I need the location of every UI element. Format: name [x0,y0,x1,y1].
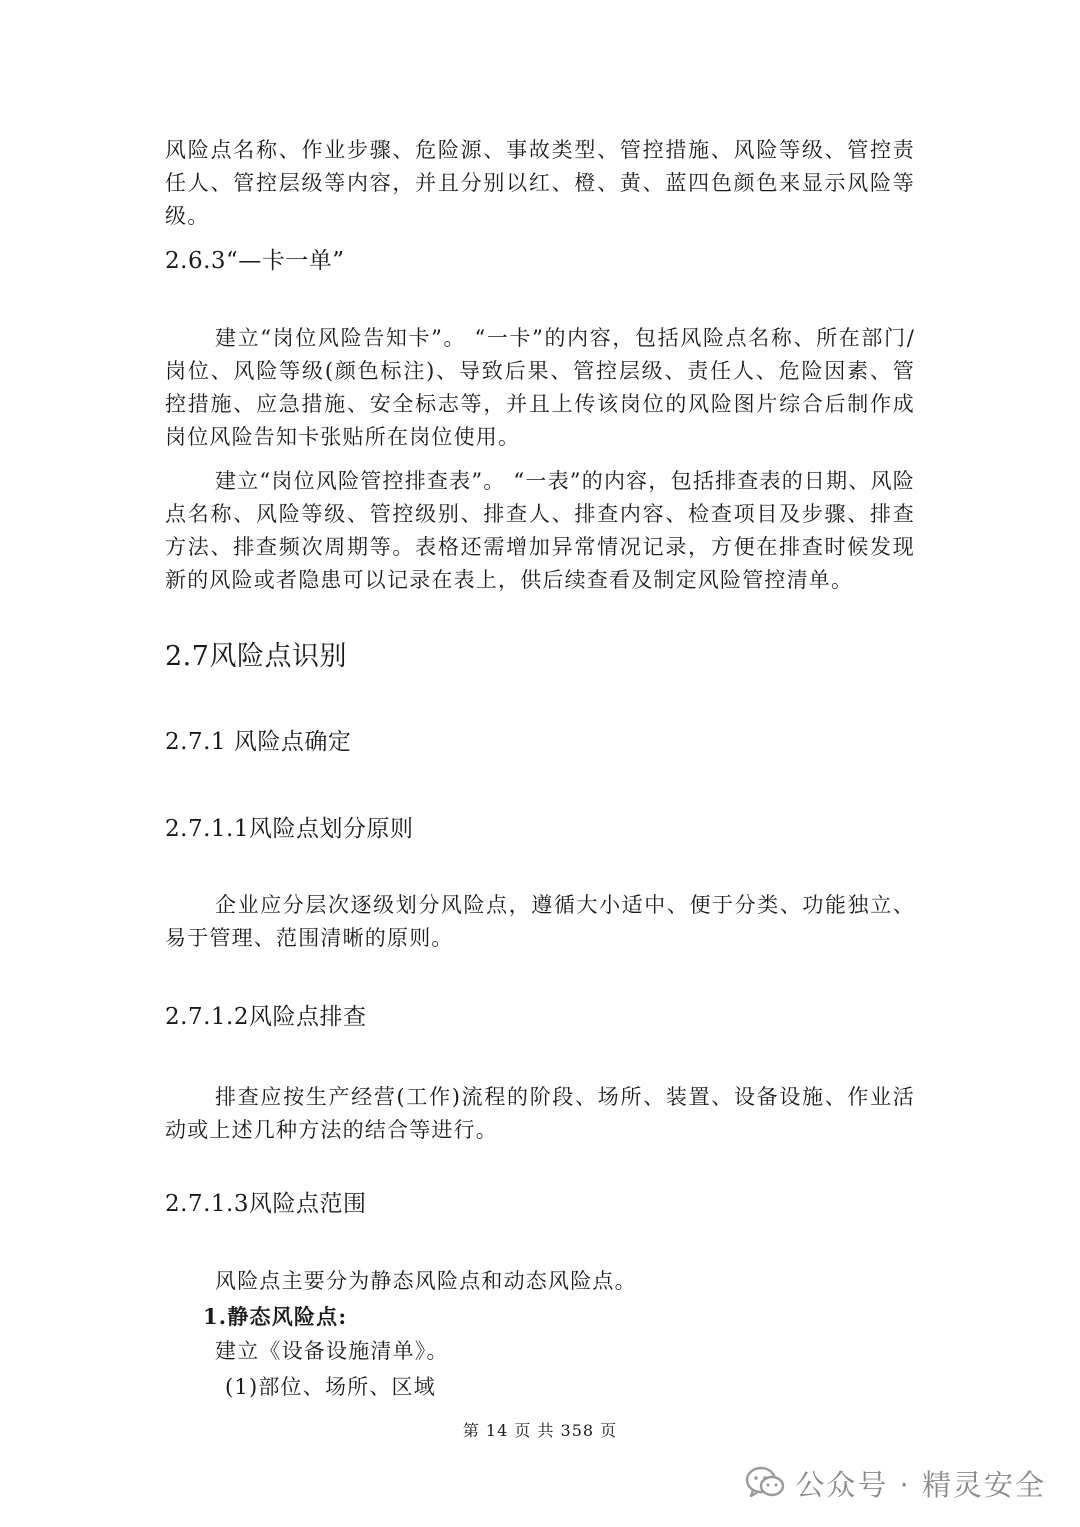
heading-2-7-1: 2.7.1 风险点确定 [165,729,352,755]
paragraph-division-principle: 企业应分层次逐级划分风险点，遵循大小适中、便于分类、功能独立、易于管理、范围清晰的原则。 [165,893,915,950]
watermark [745,1458,1046,1508]
watermark-text: 公众号 · 精灵安全 [795,1467,1046,1502]
paragraph-investigation: 排查应按生产经营(工作)流程的阶段、场所、装置、设备设施、作业活动或上述几种方法的结合等进行。 [165,1085,915,1142]
heading-2-7-1-1: 2.7.1.1风险点划分原则 [165,816,414,842]
heading-2-7: 2.7风险点识别 [165,641,347,672]
page-number-footer: 第 14 页 共 358 页 [462,1421,618,1440]
paragraph-risk-scope: 风险点主要分为静态风险点和动态风险点。 [215,1269,637,1293]
list-item-location: (1)部位、场所、区域 [225,1375,436,1399]
heading-2-6-3: 2.6.3“—卡一单” [165,248,345,274]
heading-2-7-1-2: 2.7.1.2风险点排查 [165,1004,367,1030]
list-item-static-risk: 1.静态风险点: [203,1304,348,1329]
paragraph-risk-check-table: 建立“岗位风险管控排查表”。 “一表”的内容，包括排查表的日期、风险点名称、风险等级、管控级别、排查人、排查内容、检查项目及步骤、排查方法、排查频次周期等。表格还需增加异常情况记录，方便在排查时候发现新的风险或者隐患可以记录在表上，供后续查看及制定风险管控清单。 [165,469,915,592]
heading-2-7-1-3: 2.7.1.3风险点范围 [165,1191,367,1217]
paragraph-equipment-list: 建立《设备设施清单》。 [215,1339,449,1363]
paragraph-risk-point-contents: 风险点名称、作业步骤、危险源、事故类型、管控措施、风险等级、管控责任人、管控层级等内容，并且分别以红、橙、黄、蓝四色颜色来显示风险等级。 [165,138,915,228]
wechat-icon [745,1465,785,1501]
paragraph-risk-notice-card: 建立“岗位风险告知卡”。 “一卡”的内容，包括风险点名称、所在部门/岗位、风险等级(颜色标注)、导致后果、管控层级、责任人、危险因素、管控措施、应急措施、安全标志等，并且上传该岗位的风险图片综合后制作成岗位风险告知卡张贴所在岗位使用。 [165,326,915,449]
